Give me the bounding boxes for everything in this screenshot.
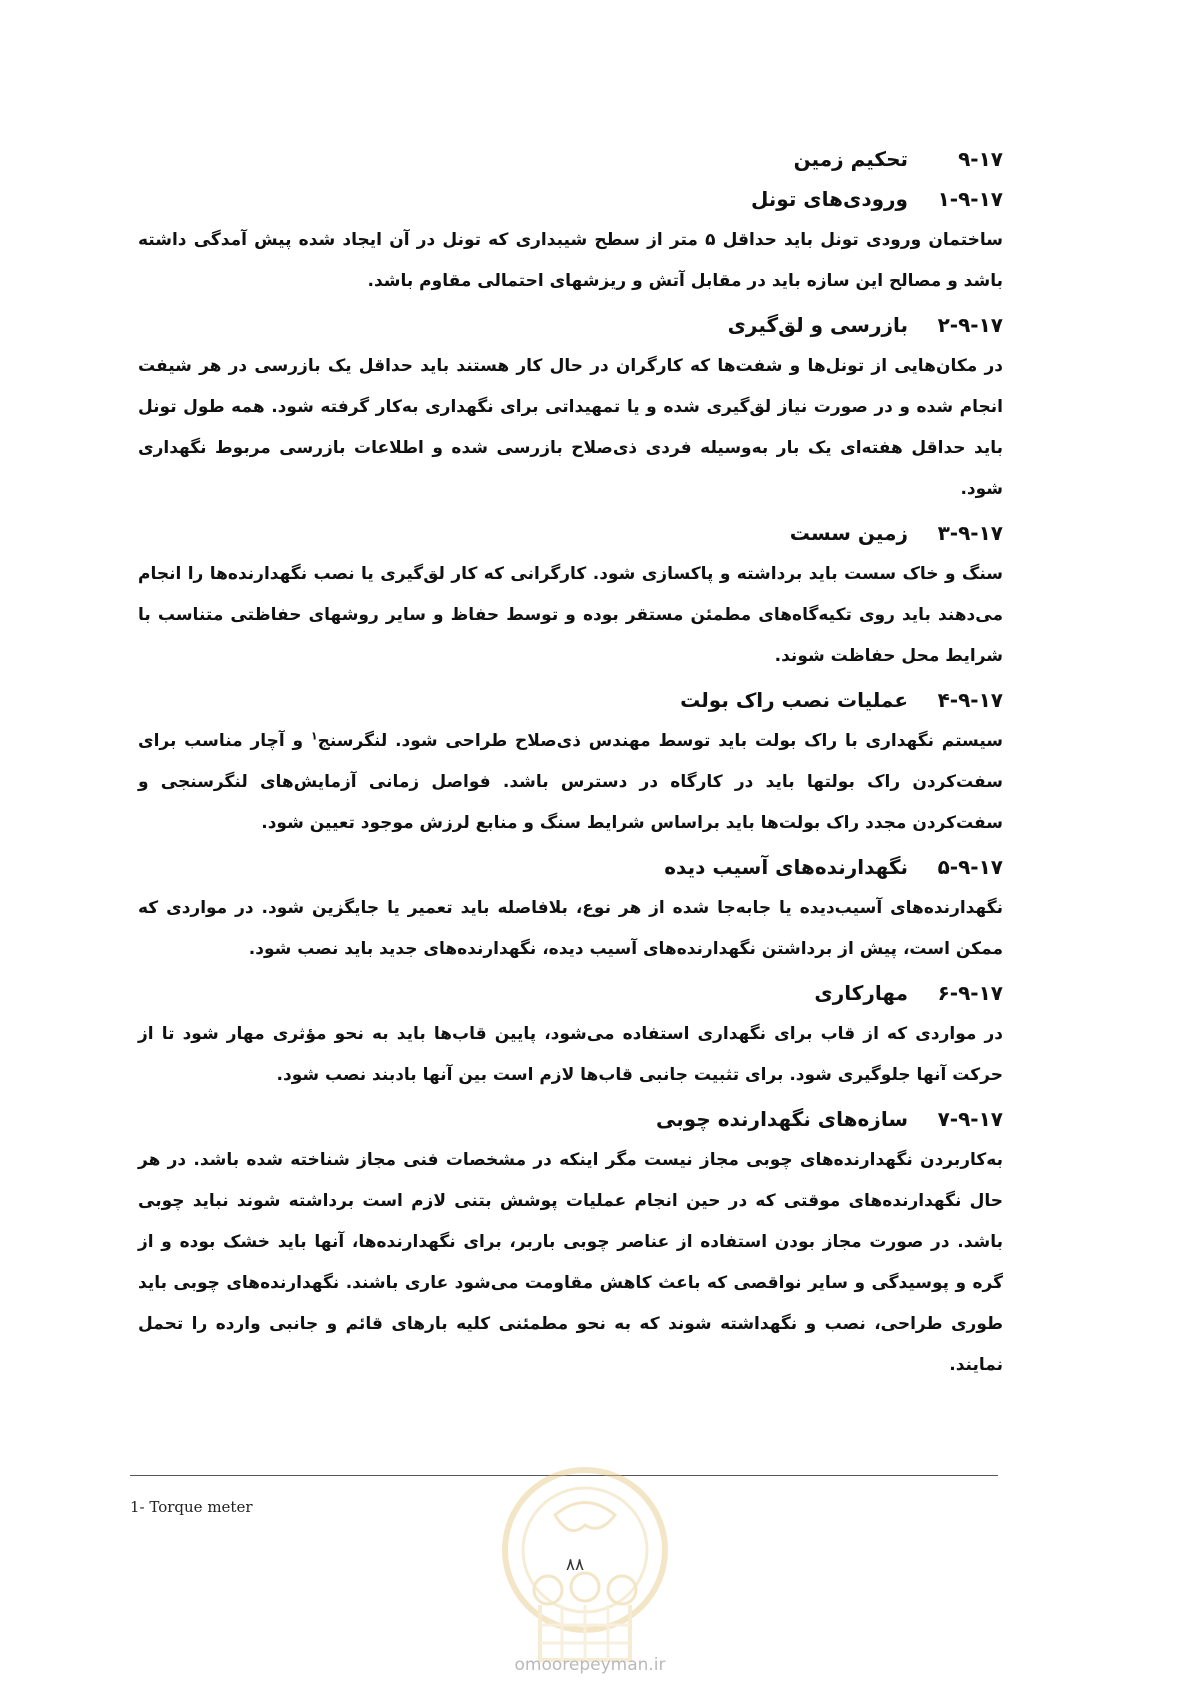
section-heading-6-9-17 — [138, 974, 1003, 1014]
watermark-site: omoorepeyman.ir — [514, 1655, 666, 1675]
section-paragraph: در مواردی که از قاب برای نگهداری استفاده می‌شود، پایین قاب‌ها باید به نحو مؤثری مهار شود تا از حرکت آنها جلوگیری شود. برای تثبیت جانبی قاب‌ها لازم است بین آنها بادبند نصب شود. — [138, 1024, 1003, 1085]
section-title: بازرسی و لق‌گیری — [727, 313, 908, 337]
section-title: زمین سست — [789, 521, 908, 545]
section-heading-9-17 — [138, 140, 1003, 180]
section-heading-1-9-17 — [138, 180, 1003, 220]
section-paragraph: به‌کاربردن نگهدارنده‌های چوبی مجاز نیست مگر اینکه در مشخصات فنی مجاز شناخته شده باشد. در هر حال نگهدارنده‌های موقتی که در حین انجام عملیات پوشش بتنی لازم است برداشته شوند نباید چوبی باشد. در صورت مجاز بودن استفاده از عناصر چوبی باربر، برای نگهدارنده‌ها، آنها باید خشک بوده و از گره و پوسیدگی و سایر نواقصی که باعث کاهش مقاومت می‌شود عاری باشند. نگهدارنده‌های چوبی باید طوری طراحی، نصب و نگهداشته شوند که به نحو مطمئنی کلیه بارهای قائم و جانبی وارده را تحمل نمایند. — [138, 1150, 1003, 1375]
section-paragraph — [138, 721, 1003, 844]
section-number: ۵-۹-۱۷ — [937, 855, 1003, 879]
section-number: ۳-۹-۱۷ — [937, 521, 1003, 545]
section-paragraph: در مکان‌هایی از تونل‌ها و شفت‌ها که کارگران در حال کار هستند باید حداقل یک بازرسی در هر شیفت انجام شده و در صورت نیاز لق‌گیری شده و یا تمهیداتی برای نگهداری به‌کار گرفته شود. همه طول تونل باید حداقل هفته‌ای یک بار به‌وسیله فردی ذی‌صلاح بازرسی شده و اطلاعات بازرسی مربوط نگهداری شود. — [138, 356, 1003, 499]
main-content — [138, 140, 1003, 1390]
section-paragraph: سنگ و خاک سست باید برداشته و پاکسازی شود. کارگرانی که کار لق‌گیری یا نصب نگهدارنده‌ها را انجام می‌دهند باید روی تکیه‌گاه‌های مطمئن مستقر بوده و توسط حفاظ و سایر روشهای حفاظتی متناسب با شرایط محل حفاظت شوند. — [138, 564, 1003, 666]
footnote-reference[interactable]: ۱ — [310, 729, 318, 743]
page-number: ۸۸ — [565, 1555, 585, 1575]
section-title: ورودی‌های تونل — [750, 187, 908, 211]
section-title: تحکیم زمین — [793, 147, 908, 171]
section-number: ۲-۹-۱۷ — [937, 313, 1003, 337]
paragraph-text: سیستم نگهداری با راک بولت باید توسط مهندس ذی‌صلاح طراحی شود. لنگرسنج — [317, 731, 1004, 751]
section-title: مهارکاری — [814, 981, 908, 1005]
section-number: ۴-۹-۱۷ — [937, 688, 1003, 712]
section-heading-2-9-17 — [138, 306, 1003, 346]
section-paragraph: نگهدارنده‌های آسیب‌دیده یا جابه‌جا شده از هر نوع، بلافاصله باید تعمیر یا جایگزین شود. در مواردی که ممکن است، پیش از برداشتن نگهدارنده‌های آسیب دیده، نگهدارنده‌های جدید باید نصب شود. — [138, 898, 1003, 959]
section-number: ۹-۱۷ — [958, 147, 1003, 171]
paragraph-text: و آچار مناسب برای سفت‌کردن راک بولتها باید در کارگاه در دسترس باشد. فواصل زمانی آزمایش‌های لنگرسنجی و سفت‌کردن مجدد راک بولت‌ها باید براساس شرایط سنگ و منابع لرزش موجود تعیین شود. — [138, 731, 1003, 833]
section-heading-3-9-17 — [138, 514, 1003, 554]
section-heading-5-9-17 — [138, 848, 1003, 888]
section-number: ۶-۹-۱۷ — [937, 981, 1003, 1005]
footnote-text: 1- Torque meter — [130, 1498, 253, 1516]
section-title: نگهدارنده‌های آسیب دیده — [664, 855, 908, 879]
section-paragraph: ساختمان ورودی تونل باید حداقل ۵ متر از سطح شیبداری که تونل در آن ایجاد شده پیش آمدگی داشته باشد و مصالح این سازه باید در مقابل آتش و ریزشهای احتمالی مقاوم باشد. — [138, 230, 1003, 291]
section-title: سازه‌های نگهدارنده چوبی — [656, 1107, 908, 1131]
section-heading-4-9-17 — [138, 681, 1003, 721]
section-title: عملیات نصب راک بولت — [680, 688, 908, 712]
section-number: ۷-۹-۱۷ — [937, 1107, 1003, 1131]
section-heading-7-9-17 — [138, 1100, 1003, 1140]
section-number: ۱-۹-۱۷ — [937, 187, 1003, 211]
